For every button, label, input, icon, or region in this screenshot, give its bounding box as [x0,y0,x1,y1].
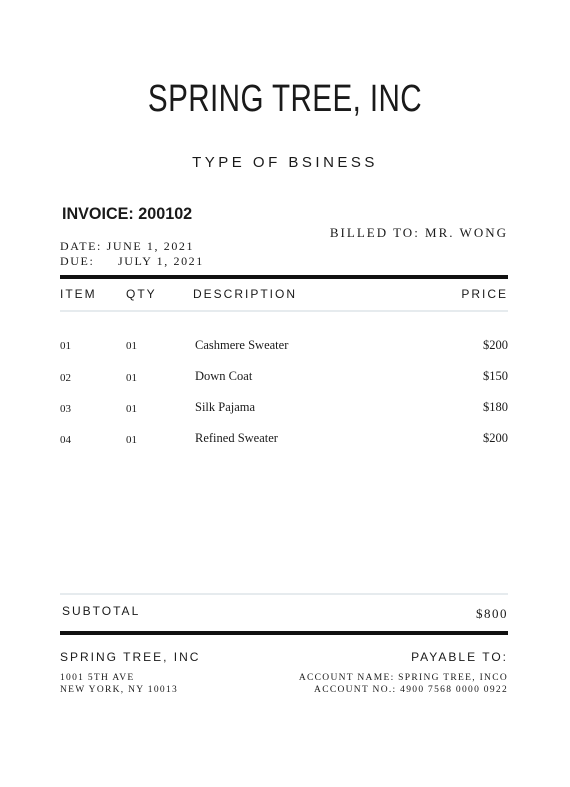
column-header-description: DESCRIPTION [193,287,298,301]
row-description: Down Coat [195,369,253,383]
due-date: JULY 1, 2021 [118,254,204,268]
row-description: Silk Pajama [195,400,256,414]
row-qty: 01 [126,434,137,446]
row-qty: 01 [126,372,137,384]
payable-to-label: PAYABLE TO: [411,650,508,664]
invoice-date: DATE: JUNE 1, 2021 [60,239,195,253]
subtotal-bottom-rule [60,631,508,635]
row-item: 04 [60,434,71,446]
due-label: DUE: [60,254,95,268]
subtotal-value: $800 [476,606,508,621]
column-header-price: PRICE [461,287,508,301]
header-top-rule [60,275,508,279]
row-price: $200 [483,431,508,445]
billed-to: BILLED TO: MR. WONG [329,225,508,240]
row-item: 02 [60,372,71,384]
invoice-number: INVOICE: 200102 [62,204,193,223]
subtotal-label: SUBTOTAL [62,604,141,618]
row-item: 03 [60,403,71,415]
row-price: $180 [483,400,508,414]
row-item: 01 [60,340,71,352]
row-description: Refined Sweater [195,431,278,445]
column-header-qty: QTY [126,287,157,301]
row-price: $150 [483,369,508,383]
footer-company-name: SPRING TREE, INC [60,650,201,664]
address-line-1: 1001 5TH AVE [60,673,135,683]
row-price: $200 [483,338,508,352]
header-bottom-rule [60,310,508,312]
row-description: Cashmere Sweater [195,338,289,352]
row-qty: 01 [126,403,137,415]
subtotal-top-rule [60,593,508,595]
business-type: TYPE OF BSINESS [192,154,378,171]
row-qty: 01 [126,340,137,352]
account-name: ACCOUNT NAME: SPRING TREE, INCO [298,673,508,683]
column-header-item: ITEM [60,287,97,301]
company-title: SPRING TREE, INC [147,78,423,120]
address-line-2: NEW YORK, NY 10013 [60,685,179,695]
account-number: ACCOUNT NO.: 4900 7568 0000 0922 [314,685,508,695]
